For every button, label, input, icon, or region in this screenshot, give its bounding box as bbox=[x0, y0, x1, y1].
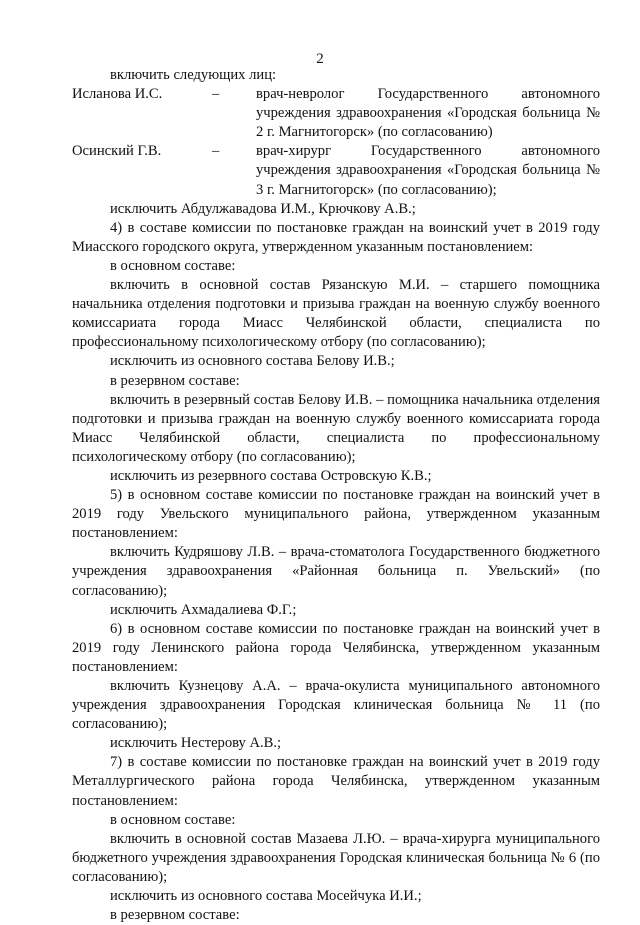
paragraph: включить Кузнецову А.А. – врача-окулиста муниципального автономного учреждения здравоохранения Городская клиническая больница № 11 (по согласованию); bbox=[72, 678, 600, 733]
person-name: Осинский Г.В. bbox=[72, 143, 162, 160]
paragraph: 4) в составе комиссии по постановке граждан на воинский учет в 2019 году Миасского городского округа, утвержденном указанным постановлением: bbox=[72, 219, 600, 255]
paragraph: в резервном составе: bbox=[110, 907, 240, 924]
paragraph: включить Кудряшову Л.В. – врача-стоматолога Государственного бюджетного учреждения здравоохранения «Районная больница п. Увельский» (по согласованию); bbox=[72, 544, 600, 599]
paragraph: в основном составе: bbox=[110, 811, 236, 828]
paragraph: 6) в основном составе комиссии по постановке граждан на воинский учет в 2019 году Ленинского района города Челябинска, утвержденном указанным постановлением: bbox=[72, 620, 600, 675]
paragraph: исключить Ахмадалиева Ф.Г.; bbox=[110, 601, 297, 618]
paragraph: исключить из резервного состава Островскую К.В.; bbox=[110, 467, 432, 484]
person-entry bbox=[72, 142, 600, 199]
paragraph: в резервном составе: bbox=[110, 372, 240, 389]
document-body bbox=[72, 66, 600, 925]
paragraph: исключить Абдулжавадова И.М., Крючкову А.В.; bbox=[110, 200, 416, 217]
paragraph: включить в основной состав Мазаева Л.Ю. – врача-хирурга муниципального бюджетного учреждения здравоохранения Городская клиническая больница № 6 (по согласованию); bbox=[72, 830, 600, 885]
paragraph: 5) в основном составе комиссии по постановке граждан на воинский учет в 2019 году Увельского муниципального района, утвержденном указанным постановлением: bbox=[72, 487, 600, 542]
paragraph: включить в основной состав Рязанскую М.И. – старшего помощника начальника отделения подготовки и призыва граждан на военную службу военного комиссариата города Миасс Челябинской области, специалиста по профессиональному психологическому отбору (по согласованию); bbox=[72, 277, 600, 351]
dash: – bbox=[212, 143, 220, 160]
paragraph: исключить из основного состава Мосейчука И.И.; bbox=[110, 888, 422, 905]
page-number: 2 bbox=[316, 51, 324, 67]
dash: – bbox=[212, 86, 220, 103]
paragraph: исключить Нестерову А.В.; bbox=[110, 735, 282, 752]
person-name: Исланова И.С. bbox=[72, 86, 163, 103]
person-description: врач-хирург Государственного автономного учреждения здравоохранения «Городская больница № 3 г. Магнитогорск» (по согласованию); bbox=[256, 143, 600, 198]
paragraph: 7) в составе комиссии по постановке граждан на воинский учет в 2019 году Металлургического района города Челябинска, утвержденном указанным постановлением: bbox=[72, 754, 600, 809]
person-entry bbox=[72, 85, 600, 142]
paragraph: включить в резервный состав Белову И.В. – помощника начальника отделения подготовки и призыва граждан на военную службу военного комиссариата города Миасс Челябинской области, специалиста по профессиональному психологическому отбору (по согласованию); bbox=[72, 391, 600, 465]
intro-line: включить следующих лиц: bbox=[110, 67, 277, 83]
paragraph: в основном составе: bbox=[110, 257, 236, 274]
person-description: врач-невролог Государственного автономного учреждения здравоохранения «Городская больница № 2 г. Магнитогорск» (по согласованию) bbox=[256, 86, 600, 141]
paragraph: исключить из основного состава Белову И.В.; bbox=[110, 353, 395, 370]
